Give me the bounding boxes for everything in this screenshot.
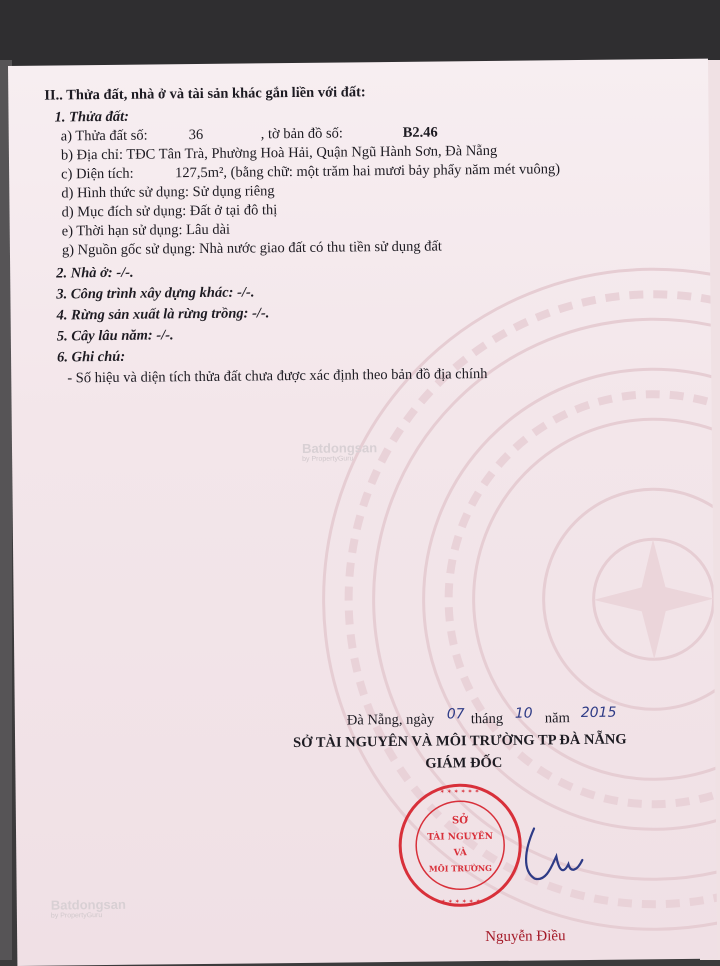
watermark-center: Batdongsan by PropertyGuru xyxy=(301,440,378,463)
date-year: 2015 xyxy=(580,704,617,722)
use-term: e) Thời hạn sử dụng: Lâu dài xyxy=(61,221,231,240)
authority-name: SỞ TÀI NGUYÊN VÀ MÔI TRƯỜNG TP ĐÀ NẴNG xyxy=(293,731,627,752)
stamp-line-1: SỞ xyxy=(451,815,468,827)
stamp-line-4: MÔI TRƯỜNG xyxy=(428,862,493,874)
parcel-number-label: a) Thửa đất số: xyxy=(60,127,148,145)
stamp-line-3: VÀ xyxy=(453,848,467,859)
signer-position: GIÁM ĐỐC xyxy=(425,754,503,772)
other-construction-item: 3. Công trình xây dựng khác: -/-. xyxy=(56,284,255,303)
map-sheet-value: B2.46 xyxy=(402,124,438,141)
perennial-trees-item: 5. Cây lâu năm: -/-. xyxy=(56,327,174,345)
date-line: Đà Nẵng, ngày xyxy=(346,711,435,729)
svg-text:✶ ✶ ✶ ✶ ✶ ✶: ✶ ✶ ✶ ✶ ✶ ✶ xyxy=(440,898,481,906)
land-origin: g) Nguồn gốc sử dụng: Nhà nước giao đất có thu tiền sử dụng đất xyxy=(61,238,442,259)
area-value: 127,5m², (bằng chữ: một trăm hai mươi bảy phẩy năm mét vuông) xyxy=(175,161,561,182)
signature-mark xyxy=(516,820,597,891)
use-form: d) Hình thức sử dụng: Sử dụng riêng xyxy=(61,183,275,202)
signer-name: Nguyễn Điều xyxy=(485,928,566,946)
section-title: II.. Thửa đất, nhà ở và tài sản khác gắn liền với đất: xyxy=(44,84,366,104)
note-text: - Số hiệu và diện tích thửa đất chưa được xác định theo bản đồ địa chính xyxy=(67,365,488,387)
area-label: c) Diện tích: xyxy=(61,165,134,183)
notes-heading: 6. Ghi chú: xyxy=(56,348,126,366)
stamp-line-2: TÀI NGUYÊN xyxy=(427,831,494,843)
forest-item: 4. Rừng sản xuất là rừng trồng: -/-. xyxy=(56,305,270,324)
map-sheet-label: , tờ bản đồ số: xyxy=(260,125,343,143)
certificate-page xyxy=(8,59,717,966)
house-item: 2. Nhà ở: -/-. xyxy=(56,264,134,282)
date-month-label: tháng xyxy=(470,710,504,728)
date-year-label: năm xyxy=(544,710,570,727)
parcel-heading: 1. Thửa đất: xyxy=(54,108,129,126)
official-stamp xyxy=(396,781,525,910)
date-day: 07 xyxy=(446,706,465,723)
parcel-number-value: 36 xyxy=(188,126,204,144)
address: b) Địa chỉ: TĐC Tân Trà, Phường Hoà Hải, Quận Ngũ Hành Sơn, Đà Nẵng xyxy=(60,142,498,164)
watermark-bottom: Batdongsan by PropertyGuru xyxy=(50,896,126,920)
svg-text:✶ ✶ ✶ ✶ ✶ ✶: ✶ ✶ ✶ ✶ ✶ ✶ xyxy=(439,788,480,796)
date-month: 10 xyxy=(514,705,533,722)
use-purpose: d) Mục đích sử dụng: Đất ở tại đô thị xyxy=(61,202,278,221)
